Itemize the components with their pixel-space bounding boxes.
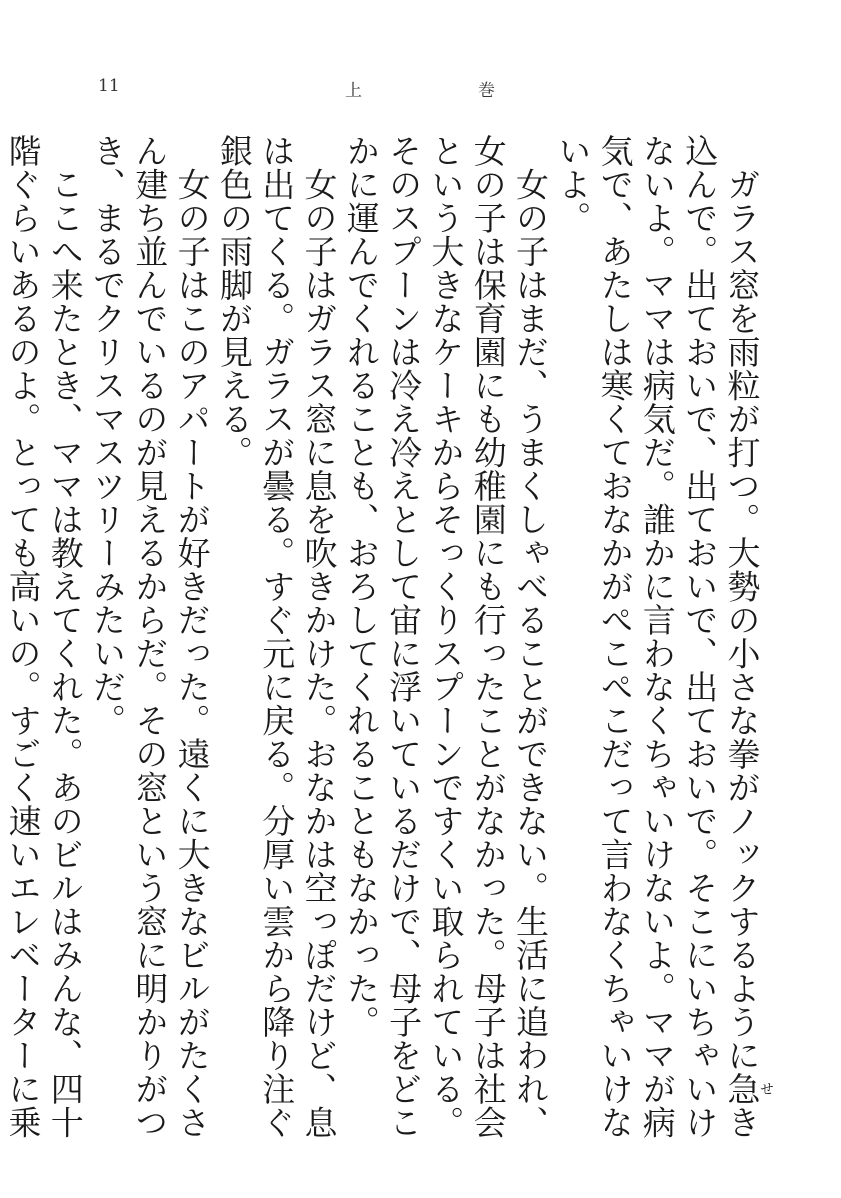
ruby-reading: せ — [758, 1072, 774, 1106]
section-label: 巻 — [478, 81, 495, 101]
paragraph-1: ガラス窓を雨粒が打つ。大勢の小さな拳がノックするように急せき込んで。出ておいで、出ておいで、出ておいで。そこにいちゃいけないよ。ママは病気だ。誰かに言わなくちゃいけないよ。ママが病気で、あたしは寒くておなかがぺこぺこだって言わなくちゃいけないよ。 — [553, 134, 774, 1139]
ruby-annotation — [722, 1072, 774, 1106]
paragraph-1-continued: 込んで。出ておいで、出ておいで、出ておいで。そこにいちゃいけないよ。ママは病気だ。誰かに言わなくちゃいけないよ。ママが病気で、あたしは寒くておなかがぺこぺこだって言わなくちゃいけないよ。 — [553, 134, 720, 1139]
paragraph-5: ここへ来たとき、ママは教えてくれた。あのビルはみんな、四十階ぐらいあるのよ。とっても高いの。すごく速いエレベーターに乗 — [3, 134, 85, 1139]
page-number: 11 — [98, 76, 120, 96]
ruby-base: 急 — [722, 1072, 762, 1106]
paragraph-2: 女の子はまだ、うまくしゃべることができない。生活に追われ、女の子は保育園にも幼稚園にも行ったことがなかった。母子は社会という大きなケーキからそっくりスプーンですくい取られている。そのスプーンは冷え冷えとして宙に浮いているだけで、母子をどこかに運んでくれることも、おろしてくれることもなかった。 — [341, 134, 551, 1139]
paragraph-1-text: ガラス窓を雨粒が打つ。大勢の小さな拳がノックするように — [722, 134, 762, 1072]
volume-label: 上 — [345, 81, 362, 101]
paragraph-4: 女の子はこのアパートが好きだった。遠くに大きなビルがたくさん建ち並んでいるのが見えるからだ。その窓という窓に明かりがつき、まるでクリスマスツリーみたいだ。 — [88, 134, 212, 1139]
vertical-body-text — [3, 134, 774, 1144]
paragraph-3: 女の子はガラス窓に息を吹きかけた。おなかは空っぽだけど、息は出てくる。ガラスが曇る。すぐ元に戻る。分厚い雲から降り注ぐ銀色の雨脚が見える。 — [214, 134, 339, 1139]
